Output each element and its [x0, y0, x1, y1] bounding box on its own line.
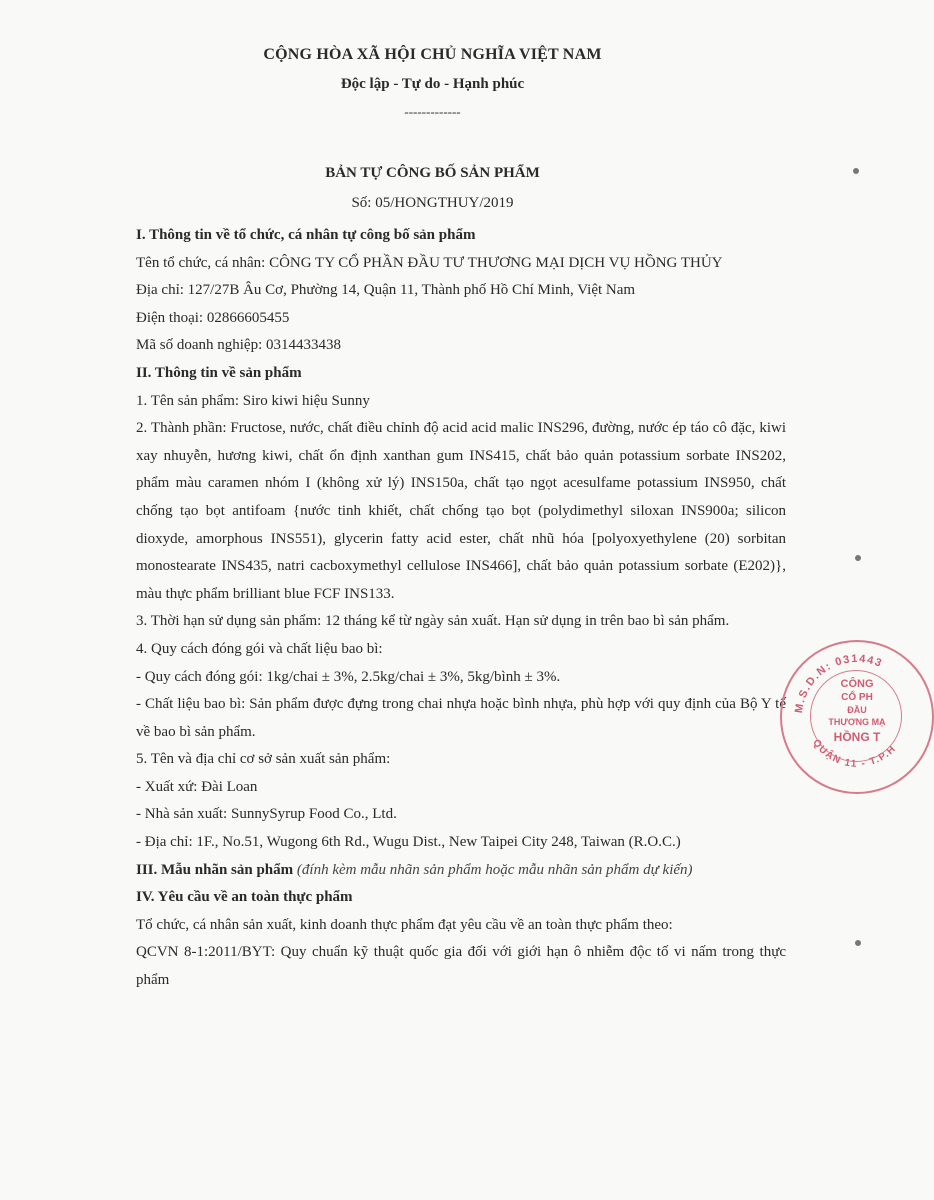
company-seal [780, 640, 934, 794]
seal-line: CỔ PH [841, 692, 873, 703]
packing-spec-line: - Quy cách đóng gói: 1kg/chai ± 3%, 2.5kg/chai ± 3%, 5kg/bình ± 3%. [136, 668, 561, 685]
seal-line: HỒNG T [833, 730, 881, 744]
document-title: BẢN TỰ CÔNG BỐ SẢN PHẨM [325, 165, 540, 181]
seal-ring-top: M.S.D.N: 031443 [792, 652, 885, 715]
origin-line: - Xuất xứ: Đài Loan [136, 778, 258, 795]
section-3-heading: III. Mẫu nhãn sản phẩm [136, 861, 294, 878]
packaging-item: 4. Quy cách đóng gói và chất liệu bao bì: [136, 640, 383, 657]
scan-dot [855, 940, 861, 946]
shelf-life-item: 3. Thời hạn sử dụng sản phẩm: 12 tháng kể từ ngày sản xuất. Hạn sử dụng in trên bao bì sản phẩm. [136, 613, 730, 630]
organization-line: Tên tổ chức, cá nhân: CÔNG TY CỔ PHẦN ĐẦU TƯ THƯƠNG MẠI DỊCH VỤ HỒNG THỦY [136, 254, 723, 271]
product-name-item: 1. Tên sản phẩm: Siro kiwi hiệu Sunny [136, 392, 370, 409]
phone-line: Điện thoại: 02866605455 [136, 309, 290, 326]
safety-standard-line: QCVN 8-1:2011/BYT: Quy chuẩn kỹ thuật quốc gia đối với giới hạn ô nhiễm độc tố vi nấm trong thực phẩm [136, 944, 786, 989]
header-divider: ------------- [404, 104, 461, 119]
document-body [136, 222, 786, 995]
scan-dot [855, 555, 861, 561]
seal-ring-bottom: QUẬN 11 - T.P.H [810, 737, 899, 770]
section-2-heading: II. Thông tin về sản phẩm [136, 364, 302, 381]
seal-line: CÔNG [840, 678, 874, 690]
national-title: CỘNG HÒA XÃ HỘI CHỦ NGHĨA VIỆT NAM [263, 46, 602, 63]
section-4-heading: IV. Yêu cầu về an toàn thực phẩm [136, 889, 353, 906]
tax-code-line: Mã số doanh nghiệp: 0314433438 [136, 337, 341, 354]
safety-intro-line: Tổ chức, cá nhân sản xuất, kinh doanh thực phẩm đạt yêu cầu về an toàn thực phẩm theo: [136, 916, 673, 933]
national-motto: Độc lập - Tự do - Hạnh phúc [340, 76, 525, 92]
manufacturer-line: - Nhà sản xuất: SunnySyrup Food Co., Ltd. [136, 806, 397, 823]
document-number: Số: 05/HONGTHUY/2019 [351, 195, 514, 211]
scan-dot [853, 168, 859, 174]
manufacturer-address-line: - Địa chỉ: 1F., No.51, Wugong 6th Rd., Wugu Dist., New Taipei City 248, Taiwan (R.O.C.) [136, 834, 681, 851]
address-line: Địa chỉ: 127/27B Âu Cơ, Phường 14, Quận 11, Thành phố Hồ Chí Minh, Việt Nam [136, 282, 636, 299]
section-3-note: (đính kèm mẫu nhãn sản phẩm hoặc mẫu nhãn sản phẩm dự kiến) [296, 861, 693, 878]
seal-line: THƯƠNG MẠ [828, 717, 886, 727]
packaging-material-line: - Chất liệu bao bì: Sản phẩm được đựng trong chai nhựa hoặc bình nhựa, phù hợp với quy định của Bộ Y tế về bao bì sản phẩm. [136, 696, 786, 740]
seal-line: ĐẦU [847, 705, 867, 715]
manufacturer-item: 5. Tên và địa chỉ cơ sở sản xuất sản phẩm: [136, 751, 391, 768]
section-3-line [136, 857, 786, 885]
ingredients-item: 2. Thành phần: Fructose, nước, chất điều chỉnh độ acid acid malic INS296, đường, nước ép táo cô đặc, kiwi xay nhuyễn, hương kiwi, chất ổn định xanthan gum INS415, chất bảo quản potassium sorbate INS202, phẩm màu caramen nhóm I (không xử lý) INS150a, chất tạo ngọt acesulfame potassium INS950, chất chống tạo bọt antifoam {nước tinh khiết, chất chống tạo bọt (polydimethyl siloxan INS900a; silicon dioxyde, amorphous INS551), glycerin fatty acid ester, chất nhũ hóa [polyoxyethylene (20) sorbitan monostearate INS435, natri cacboxymethyl cellulose INS466], chất bảo quản potassium sorbate (E202)}, màu thực phẩm brilliant blue FCF INS133. [136, 420, 786, 602]
section-1-heading: I. Thông tin về tổ chức, cá nhân tự công bố sản phẩm [136, 227, 476, 243]
